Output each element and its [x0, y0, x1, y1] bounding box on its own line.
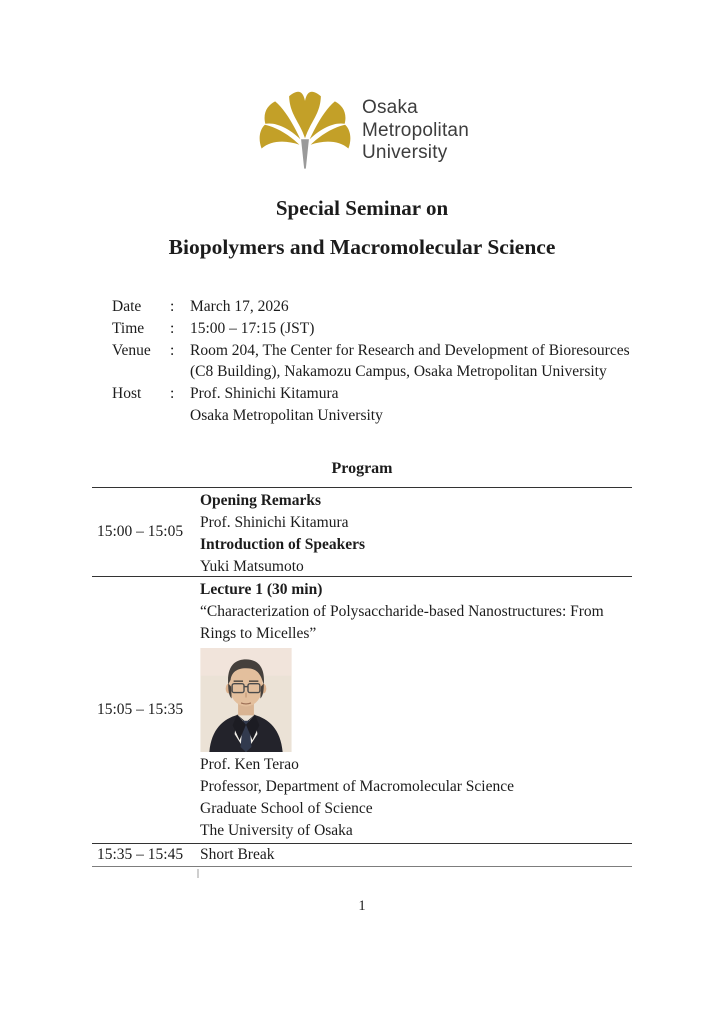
row-content: Short Break [200, 846, 275, 863]
seminar-details [112, 296, 630, 427]
lecture-title: Lecture 1 (30 min) [200, 581, 323, 598]
detail-row-date [112, 296, 630, 318]
detail-row-host [112, 383, 630, 427]
speaker-affiliation-1: Professor, Department of Macromolecular Science [200, 778, 514, 795]
host-line-1: Prof. Shinichi Kitamura [190, 385, 339, 403]
detail-label: Time [112, 319, 145, 337]
venue-line-1: Room 204, The Center for Research and Development of Bioresources [190, 341, 630, 359]
detail-colon: : [170, 341, 175, 359]
table-row [92, 487, 632, 576]
detail-row-time [112, 318, 630, 340]
table-row [92, 843, 632, 867]
speaker-affiliation-2: Graduate School of Science [200, 800, 373, 817]
university-name-line: Osaka [362, 97, 418, 118]
time-slot: 15:35 – 15:45 [97, 846, 184, 863]
venue-line-2: (C8 Building), Nakamozu Campus, Osaka Metropolitan University [190, 363, 607, 381]
detail-value: March 17, 2026 [190, 298, 289, 315]
program-item-speaker: Yuki Matsumoto [200, 558, 304, 575]
detail-label: Venue [112, 341, 151, 359]
program-heading: Program [331, 460, 393, 477]
speaker-affiliation-3: The University of Osaka [200, 822, 353, 839]
time-slot: 15:00 – 15:05 [97, 523, 184, 540]
program-item-title: Opening Remarks [200, 492, 321, 509]
time-slot: 15:05 – 15:35 [97, 701, 184, 718]
university-name-line: Metropolitan [362, 119, 469, 141]
program-item-title: Introduction of Speakers [200, 536, 366, 553]
speaker-name: Prof. Ken Terao [200, 756, 299, 773]
university-name [362, 97, 469, 165]
university-name-line: University [362, 142, 448, 163]
speaker-photo [200, 648, 292, 752]
seminar-title-line2: Biopolymers and Macromolecular Science [168, 235, 556, 259]
detail-colon: : [170, 319, 175, 337]
seminar-title-line1: Special Seminar on [275, 196, 449, 220]
row-content [198, 488, 632, 576]
detail-label: Date [112, 298, 142, 315]
detail-colon: : [170, 385, 175, 403]
detail-label: Host [112, 385, 142, 403]
detail-value [190, 340, 630, 384]
page-number: 1 [358, 898, 366, 914]
lecture-quote: “Characterization of Polysaccharide-based Nanostructures: From Rings to Micelles” [200, 603, 604, 642]
detail-value: 15:00 – 17:15 (JST) [190, 319, 315, 337]
table-cut-divider [197, 869, 199, 878]
program-table [92, 487, 632, 867]
logo-stem-shape [301, 139, 309, 168]
detail-value [190, 383, 383, 427]
detail-colon: : [170, 298, 175, 315]
row-content [198, 577, 632, 843]
table-row [92, 576, 632, 843]
detail-row-venue [112, 340, 630, 384]
omu-flower-logo-icon [256, 86, 354, 170]
program-item-speaker: Prof. Shinichi Kitamura [200, 514, 349, 531]
host-line-2: Osaka Metropolitan University [190, 406, 383, 424]
